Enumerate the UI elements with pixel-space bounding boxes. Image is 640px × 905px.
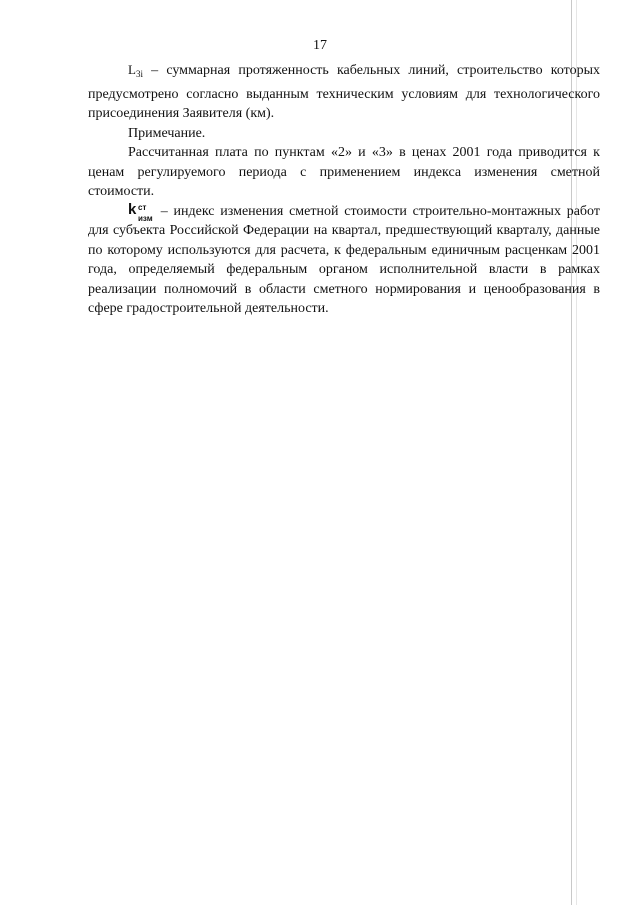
symbol-l3i-subscript: 3i — [135, 69, 143, 79]
symbol-k-superscript: ст — [138, 202, 147, 212]
paragraph-k-index-text: – индекс изменения сметной стоимости строительно-монтажных работ для субъекта Российской Федерации на квартал, предшествующий кварталу, данные по которому используются для расчета, к федеральным единичным расценкам 2001 года, определяемый федеральным органом исполнительной власти в рамках реализации полномочий в области сметного нормирования и ценообразования в сфере градостроительной деятельности. — [88, 203, 600, 316]
paragraph-l3i-definition — [88, 60, 600, 124]
paragraph-k-index-definition — [88, 202, 600, 319]
page-number: 17 — [313, 38, 327, 53]
paragraph-l3i-text: – суммарная протяженность кабельных линий, строительство которых предусмотрено согласно выданным техническим условиям для технологического присоединения Заявителя (км). — [88, 63, 600, 121]
symbol-k-base: k — [128, 200, 137, 218]
symbol-k-subscript: изм — [138, 213, 153, 223]
symbol-k-index — [128, 200, 154, 223]
document-body — [88, 60, 600, 319]
paragraph-price-conversion: Рассчитанная плата по пунктам «2» и «3» в ценах 2001 года приводится к ценам регулируемого периода с применением индекса изменения сметной стоимости. — [88, 145, 600, 199]
symbol-l3i — [128, 63, 143, 78]
symbol-l3i-base: L — [128, 62, 136, 77]
paragraph-note-heading: Примечание. — [128, 125, 206, 141]
